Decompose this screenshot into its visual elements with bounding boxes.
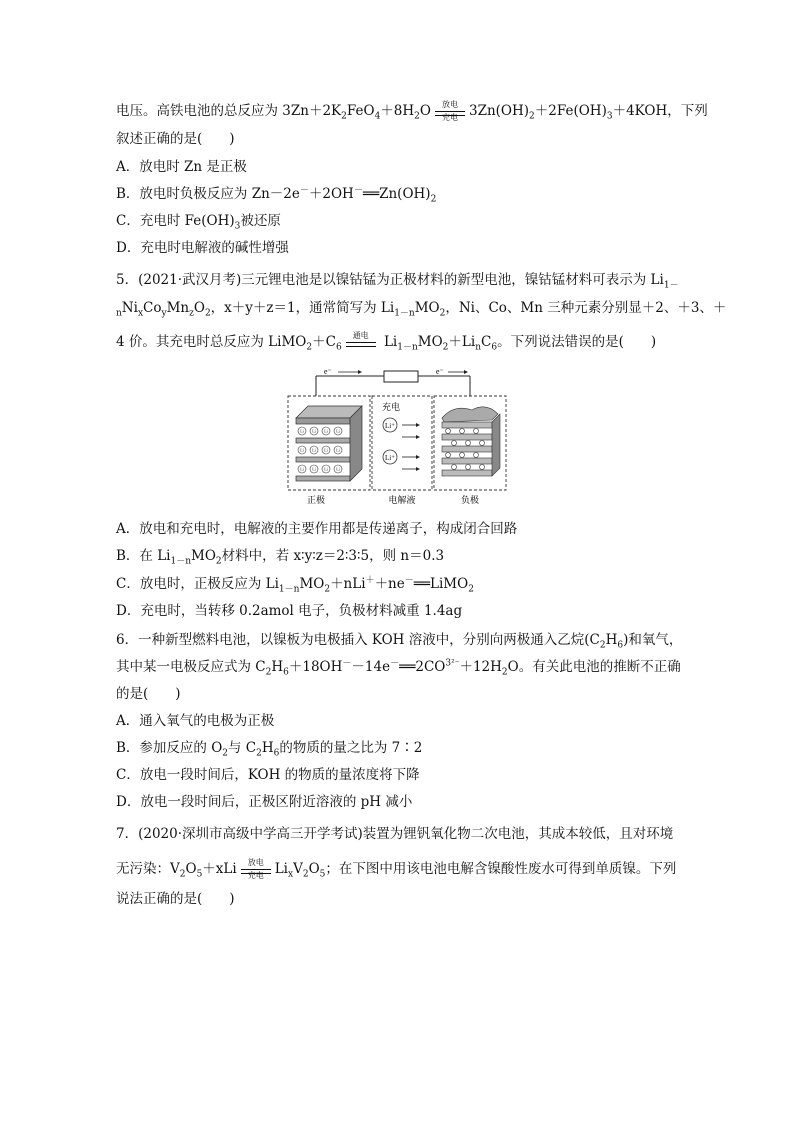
label-positive: 正极	[306, 495, 326, 505]
label-electrolyte: 电解液	[388, 495, 416, 505]
q4-equation-line: 电压。高铁电池的总反应为 $3Zn+2K_2FeO_4+8H_2O$ 放电 充电 $3Zn(OH)_2+2Fe(OH)_3+4KOH$，下列	[116, 99, 708, 122]
electron-label-left: e⁻	[324, 368, 332, 376]
q6-stem-line2: 其中某一电极反应式为 $C_2H_6+18OH^--14e^-══2CO^{3^{2-}}+12H_2O$。有关此电池的推断不正确	[116, 658, 681, 678]
label-negative: 负极	[460, 495, 480, 505]
cathode-layers	[296, 406, 362, 481]
svg-text:Li: Li	[300, 428, 304, 434]
svg-text:Li: Li	[312, 466, 316, 472]
svg-text:Li: Li	[312, 447, 316, 453]
svg-text:Li: Li	[324, 428, 328, 434]
q4-option-b: B．放电时负极反应为 $Zn-2e^-+2OH^-══Zn(OH)_2$	[116, 185, 437, 205]
q5-option-d: D．充电时，当转移 0.2amol 电子，负极材料减重 1.4ag	[116, 603, 463, 619]
q5-option-c: C．放电时，正极反应为 $Li_{1-n}MO_2+nLi^++ne^-══LiMO_2$	[116, 575, 474, 595]
svg-text:Li: Li	[300, 447, 304, 453]
svg-text:Li: Li	[324, 447, 328, 453]
svg-text:Li: Li	[300, 466, 304, 472]
svg-text:Li: Li	[336, 466, 340, 472]
svg-text:Li: Li	[324, 466, 328, 472]
q5-stem-line1: 5．(2021·武汉月考)三元锂电池是以镍钴锰为正极材料的新型电池，镍钴锰材料可表示为 $Li_{1-}$	[116, 272, 679, 291]
svg-text:Li: Li	[312, 428, 316, 434]
q5-option-a: A．放电和充电时，电解液的主要作用都是传递离子，构成闭合回路	[116, 521, 518, 537]
q6-option-d: D．放电一段时间后，正极区附近溶液的 pH 减小	[116, 794, 413, 810]
resistor	[384, 371, 418, 382]
q7-stem-line3: 说法正确的是( )	[116, 891, 235, 907]
q4-option-d: D．充电时电解液的碱性增强	[116, 240, 289, 256]
electrolyte-compartment	[372, 396, 432, 490]
q4-option-a: A．放电时 Zn 是正极	[116, 159, 247, 175]
anode-graphite	[442, 407, 500, 476]
charge-label: 充电	[382, 402, 401, 412]
q4-option-c: C．充电时 $Fe(OH)_3$被还原	[116, 213, 281, 232]
q4-intro-text: 电压。高铁电池的总反应为 3Zn＋2K	[116, 103, 342, 119]
q6-option-b: B．参加反应的 $O_2$与 $C_2H_6$的物质的量之比为 7∶2	[116, 740, 423, 759]
battery-diagram	[286, 368, 508, 510]
q7-stem-line2: 无污染：$V_2O_5+xLi$ 放电 充电 $Li_xV_2O_5$；在下图中用该电池电解含镍酸性废水可得到单质镍。下列	[116, 857, 677, 880]
svg-text:Li⁺: Li⁺	[385, 454, 395, 462]
reversible-arrow-q7: 放电 充电	[239, 860, 273, 880]
electrolysis-arrow: 通电	[344, 333, 378, 353]
q5-option-b: B．在 $Li_{1-n}MO_2$材料中，若 x∶y∶z＝2∶3∶5，则 n＝0.3	[116, 548, 445, 567]
q6-stem-line1: 6．一种新型燃料电池，以镍板为电极插入 KOH 溶液中，分别向两极通入乙烷$(C_2H_6)$和氧气，	[116, 632, 683, 651]
svg-text:Li: Li	[336, 447, 340, 453]
svg-text:Li: Li	[336, 428, 340, 434]
q7-stem-line1: 7．(2020·深圳市高级中学高三开学考试)装置为锂钒氧化物二次电池，其成本较低，且对环境	[116, 826, 674, 842]
q6-option-c: C．放电一段时间后，KOH 的物质的量浓度将下降	[116, 767, 420, 783]
q6-stem-line3: 的是( )	[116, 686, 181, 702]
electron-label-right: e⁻	[436, 368, 444, 376]
svg-text:Li⁺: Li⁺	[385, 422, 395, 430]
reversible-arrow: 放电 充电	[433, 102, 467, 122]
q4-stem-line2: 叙述正确的是( )	[116, 131, 235, 147]
q5-stem-line3: 4 价。其充电时总反应为 $LiMO_2+C_6$ 通电 $Li_{1-n}MO_2+Li_nC_6$。下列说法错误的是( )	[116, 330, 657, 353]
battery-diagram-svg	[286, 368, 508, 510]
q6-option-a: A．通入氧气的电极为正极	[116, 713, 275, 729]
q5-stem-line2: $_nNi_xCo_yMn_zO_2$，x＋y＋z＝1，通常简写为 $Li_{1-n}MO_2$，Ni、Co、Mn 三种元素分别显＋2、＋3、＋	[116, 300, 727, 319]
